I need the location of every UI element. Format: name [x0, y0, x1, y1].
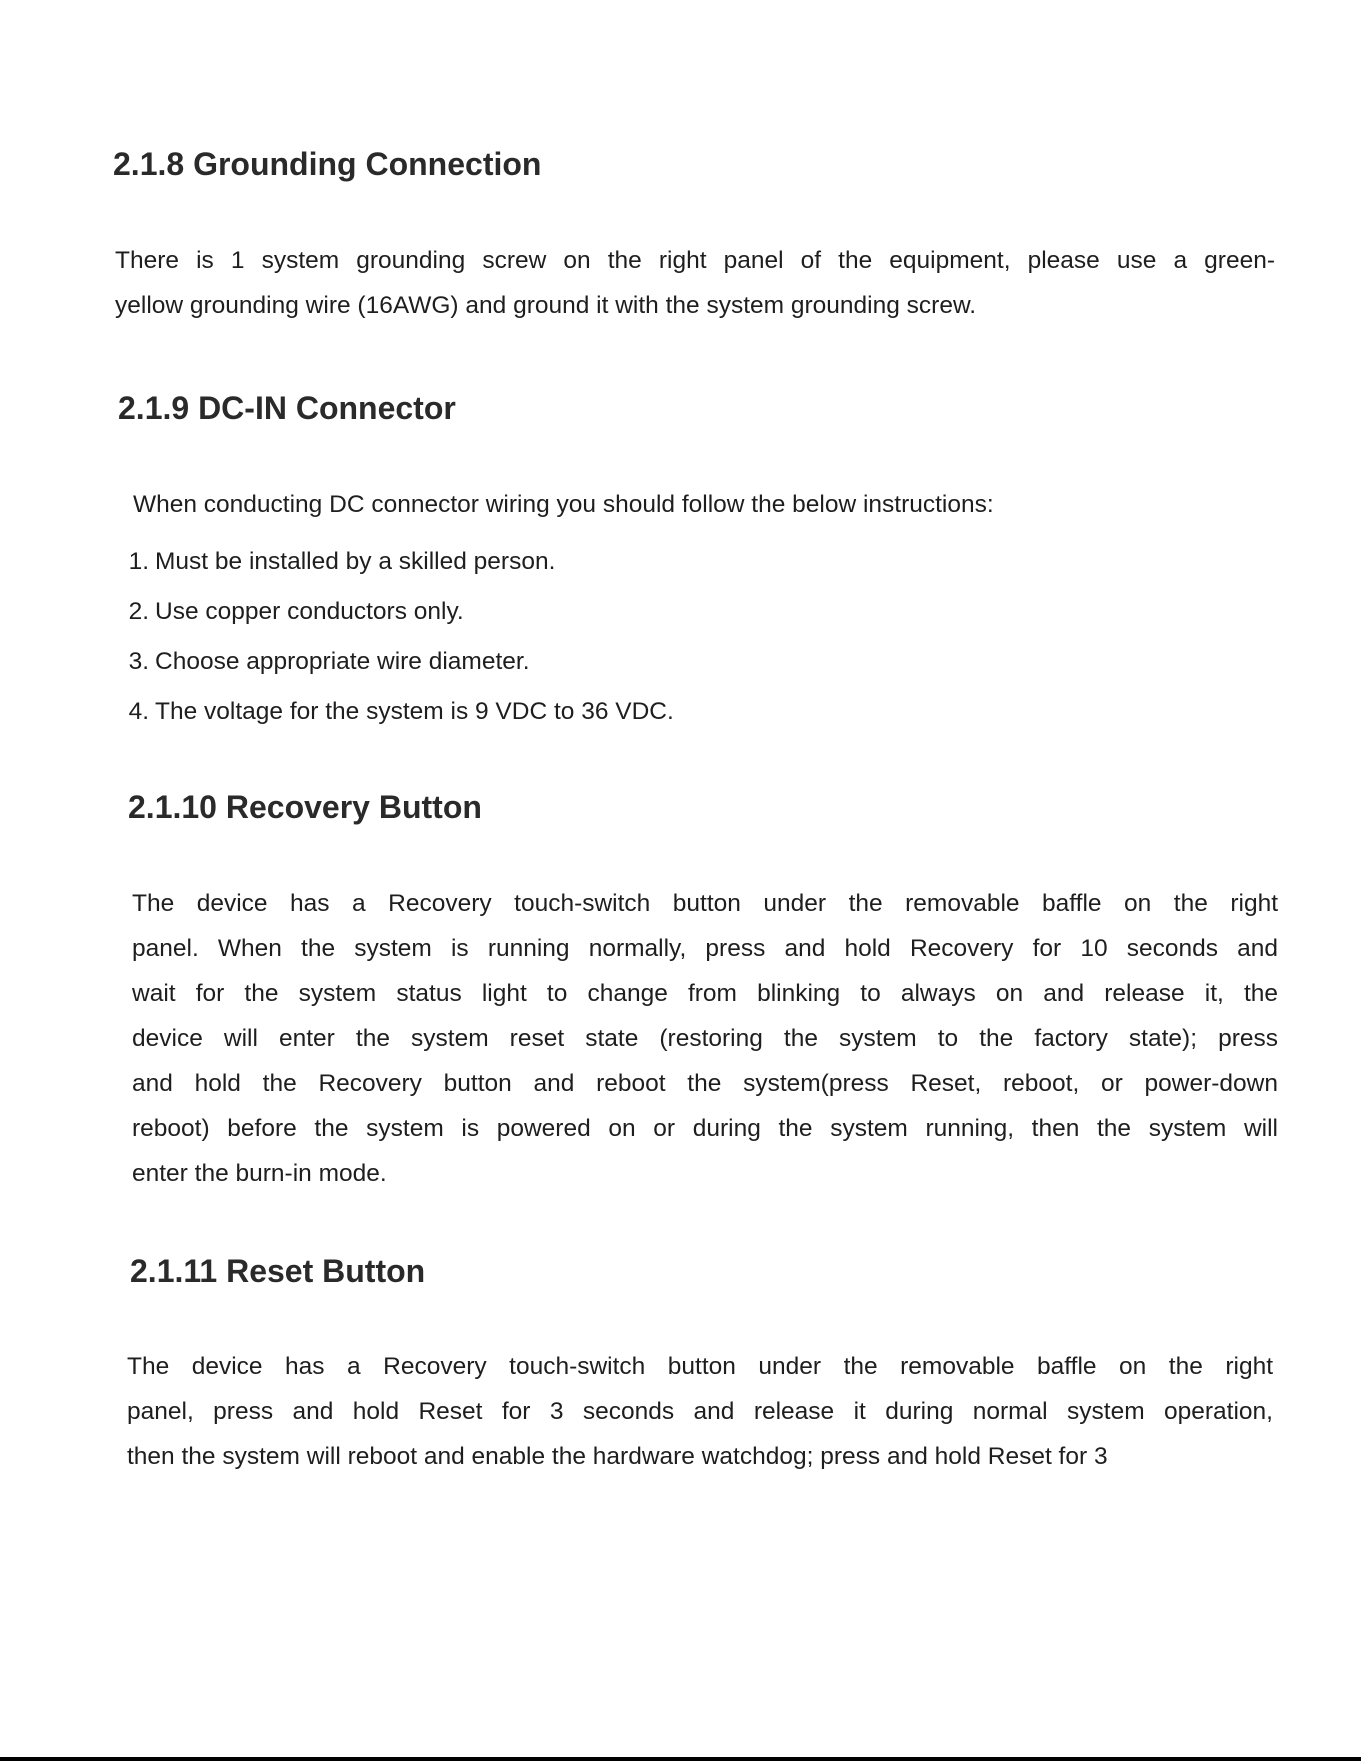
grounding-line-1: There is 1 system grounding screw on the right panel of the equipment, please use a green- [115, 247, 1275, 274]
reset-line-3: then the system will reboot and enable the hardware watchdog; press and hold Reset for 3 [127, 1443, 1108, 1470]
recovery-line-4: device will enter the system reset state (restoring the system to the factory state); press [132, 1025, 1278, 1052]
section-heading-recovery: 2.1.10 Recovery Button [128, 789, 482, 825]
recovery-paragraph [132, 881, 1278, 1196]
recovery-line-2: panel. When the system is running normally, press and hold Recovery for 10 seconds and [132, 935, 1278, 962]
section-heading-grounding: 2.1.8 Grounding Connection [113, 146, 542, 182]
recovery-line-6: reboot) before the system is powered on or during the system running, then the system will [132, 1115, 1278, 1142]
grounding-paragraph [115, 238, 1275, 328]
list-item [117, 537, 674, 587]
reset-line-1: The device has a Recovery touch-switch button under the removable baffle on the right [127, 1353, 1273, 1380]
list-item-text: Use copper conductors only. [155, 598, 464, 625]
recovery-line-5: and hold the Recovery button and reboot the system(press Reset, reboot, or power-down [132, 1070, 1278, 1097]
section-heading-reset: 2.1.11 Reset Button [130, 1253, 426, 1289]
dcin-intro: When conducting DC connector wiring you should follow the below instructions: [133, 491, 994, 518]
list-item-number: 4. [128, 698, 149, 725]
dcin-instruction-list [117, 537, 674, 737]
list-item-number: 3. [128, 648, 149, 675]
list-item [117, 587, 674, 637]
list-item-text: Must be installed by a skilled person. [155, 548, 556, 575]
page-bottom-edge [0, 1757, 1361, 1761]
reset-paragraph [127, 1344, 1273, 1479]
list-item-number: 1. [128, 548, 149, 575]
reset-line-2: panel, press and hold Reset for 3 seconds and release it during normal system operation, [127, 1398, 1273, 1425]
section-heading-dcin: 2.1.9 DC-IN Connector [118, 390, 456, 426]
list-item [117, 637, 674, 687]
list-item-text: The voltage for the system is 9 VDC to 36 VDC. [155, 698, 674, 725]
grounding-line-2: yellow grounding wire (16AWG) and ground it with the system grounding screw. [115, 292, 977, 319]
recovery-line-7: enter the burn-in mode. [132, 1160, 387, 1187]
list-item-text: Choose appropriate wire diameter. [155, 648, 530, 675]
list-item-number: 2. [128, 598, 149, 625]
recovery-line-1: The device has a Recovery touch-switch button under the removable baffle on the right [132, 890, 1278, 917]
recovery-line-3: wait for the system status light to change from blinking to always on and release it, the [132, 980, 1278, 1007]
list-item [117, 687, 674, 737]
